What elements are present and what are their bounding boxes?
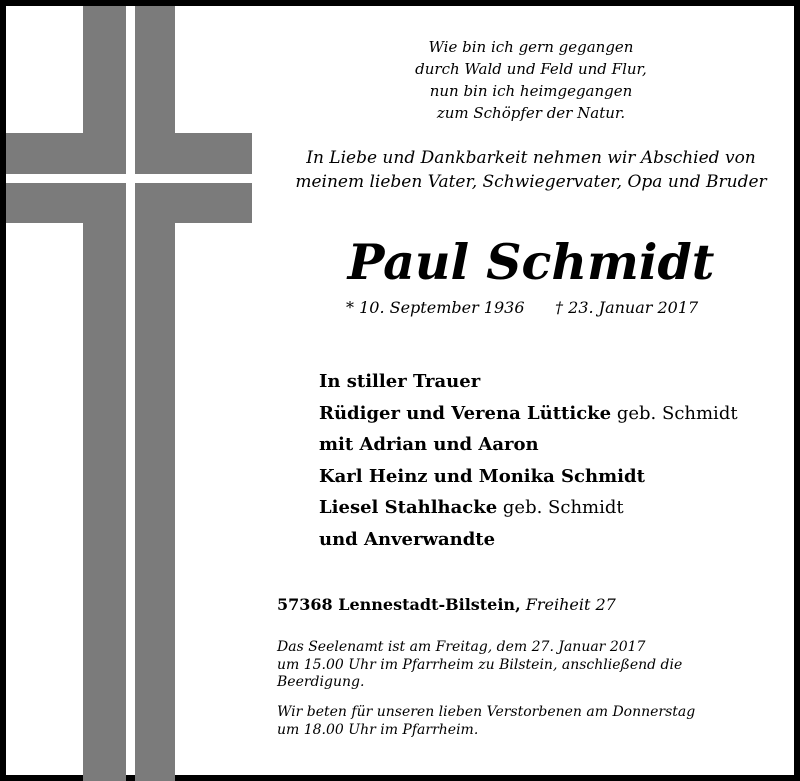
address-place: 57368 Lennestadt-Bilstein, [277,595,521,614]
cross-beam [6,133,126,174]
cross-beam [135,133,252,174]
intro-line: meinem lieben Vater, Schwiegervater, Opa und Bruder [295,172,767,192]
cross-beam [83,183,126,781]
notice-line: um 15.00 Uhr im Pfarrheim zu Bilstein, anschließend die [277,656,683,673]
prayer-notice [277,704,777,739]
mourner-note: geb. Schmidt [616,402,738,424]
cross-beam [135,183,175,781]
funeral-notice [277,639,777,692]
birth-date: * 10. September 1936 [346,298,525,317]
poem-line: nun bin ich heimgegangen [429,82,633,100]
mourners-heading: In stiller Trauer [319,371,481,392]
poem-line: zum Schöpfer der Natur. [436,104,626,122]
notice-line: Wir beten für unseren lieben Verstorbenen am Donnerstag [277,704,696,720]
death-date: † 23. Januar 2017 [555,298,699,317]
intro-line: In Liebe und Dankbarkeit nehmen wir Abschied von [306,148,756,168]
poem-line: Wie bin ich gern gegangen [428,38,634,56]
mourner-entry: und Anverwandte [319,528,496,550]
intro-text [276,146,786,194]
mourner-entry [319,398,789,430]
mourner-entry: mit Adrian und Aaron [319,434,539,455]
poem-line: durch Wald und Feld und Flur, [415,60,647,78]
deceased-name: Paul Schmidt [347,233,715,291]
notice-line: um 18.00 Uhr im Pfarrheim. [277,721,479,738]
mourner-name: Liesel Stahlhacke [319,497,498,518]
notice-line: Das Seelenamt ist am Freitag, dem 27. Januar 2017 [277,639,646,655]
life-dates [346,297,726,319]
notice-line: Beerdigung. [277,674,365,690]
mourner-entry: Karl Heinz und Monika Schmidt [319,465,645,487]
address [277,594,616,616]
address-street: Freiheit 27 [525,595,616,614]
mourners-list [319,366,789,555]
mourner-name: Rüdiger und Verena Lütticke [319,402,612,424]
mourner-entry [319,492,789,524]
poem [356,36,706,124]
mourner-note: geb. Schmidt [502,497,624,518]
